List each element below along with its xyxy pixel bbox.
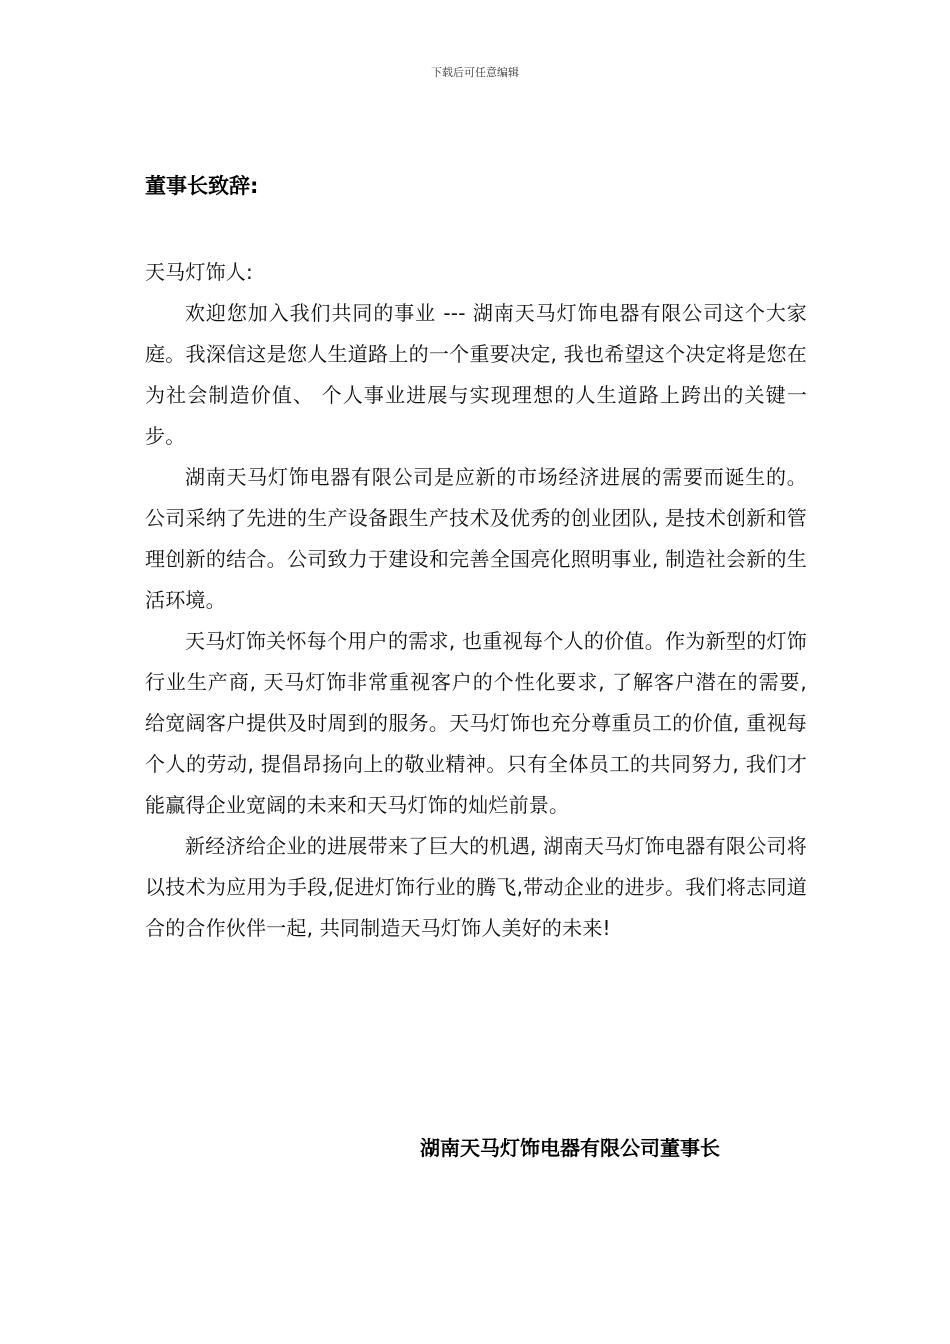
paragraph-welcome: 欢迎您加入我们共同的事业 --- 湖南天马灯饰电器有限公司这个大家庭。我深信这是您人生道路上的一个重要决定, 我也希望这个决定将是您在为社会制造价值、 个人事业进展与实现理想的人生道路上跨出的关键一步。: [145, 301, 807, 448]
paragraph-company: 湖南天马灯饰电器有限公司是应新的市场经济进展的需要而诞生的。公司采纳了先进的生产设备跟生产技术及优秀的创业团队, 是技术创新和管理创新的结合。公司致力于建设和完善全国亮化照明事业, 制造社会新的生活环境。: [145, 465, 807, 612]
page-header-note: 下载后可任意编辑: [431, 66, 519, 79]
document-title: 董事长致辞:: [145, 174, 259, 198]
paragraph-future: 新经济给企业的进展带来了巨大的机遇, 湖南天马灯饰电器有限公司将以技术为应用为手段,促进灯饰行业的腾飞,带动企业的进步。我们将志同道合的合作伙伴一起, 共同制造天马灯饰人美好的未来!: [145, 834, 807, 940]
paragraph-values: 天马灯饰关怀每个用户的需求, 也重视每个人的价值。作为新型的灯饰行业生产商, 天马灯饰非常重视客户的个性化要求, 了解客户潜在的需要, 给宽阔客户提供及时周到的服务。天马灯饰也充分尊重员工的价值, 重视每个人的劳动, 提倡昂扬向上的敬业精神。只有全体员工的共同努力, 我们才能赢得企业宽阔的未来和天马灯饰的灿烂前景。: [145, 629, 807, 817]
document-body: [145, 252, 807, 949]
greeting: 天马灯饰人:: [145, 260, 253, 284]
signature: 湖南天马灯饰电器有限公司董事长: [420, 1136, 720, 1160]
